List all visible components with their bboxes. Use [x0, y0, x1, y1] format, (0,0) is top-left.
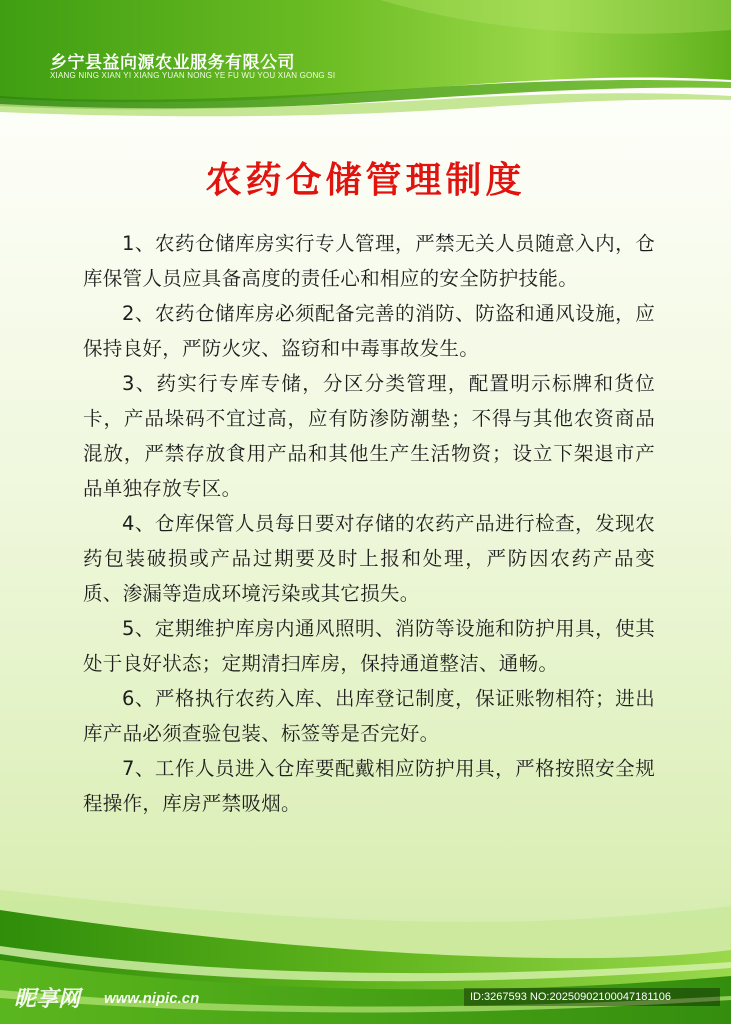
- rule-item: 1、农药仓储库房实行专人管理，严禁无关人员随意入内，仓库保管人员应具备高度的责任心和相应的安全防护技能。: [83, 232, 655, 290]
- document-title: 农药仓储管理制度: [205, 160, 526, 201]
- watermark-logo: 昵享网: [14, 987, 81, 1012]
- rule-item: 3、药实行专库专储，分区分类管理，配置明示标牌和货位卡，产品垛码不宜过高，应有防渗防潮垫；不得与其他农资商品混放，严禁存放食用产品和其他生产生活物资；设立下架退市产品单独存放专区。: [83, 372, 655, 500]
- company-pinyin: XIANG NING XIAN YI XIANG YUAN NONG YE FU WU YOU XIAN GONG SI: [50, 71, 336, 80]
- rule-item: 2、农药仓储库房必须配备完善的消防、防盗和通风设施，应保持良好，严防火灾、盗窃和中毒事故发生。: [83, 302, 655, 360]
- company-name: 乡宁县益向源农业服务有限公司: [50, 53, 295, 73]
- watermark-url: www.nipic.cn: [104, 990, 200, 1007]
- rule-item: 6、严格执行农药入库、出库登记制度，保证账物相符；进出库产品必须查验包装、标签等是否完好。: [83, 687, 655, 745]
- watermark-id: ID:3267593 NO:20250902100047181106: [464, 988, 720, 1006]
- rule-item: 7、工作人员进入仓库要配戴相应防护用具，严格按照安全规程操作，库房严禁吸烟。: [83, 757, 655, 815]
- rule-item: 4、仓库保管人员每日要对存储的农药产品进行检查，发现农药包装破损或产品过期要及时上报和处理，严防因农药产品变质、渗漏等造成环境污染或其它损失。: [83, 512, 655, 605]
- rules-list: [83, 226, 655, 821]
- rule-item: 5、定期维护库房内通风照明、消防等设施和防护用具，使其处于良好状态；定期清扫库房，保持通道整洁、通畅。: [83, 617, 655, 675]
